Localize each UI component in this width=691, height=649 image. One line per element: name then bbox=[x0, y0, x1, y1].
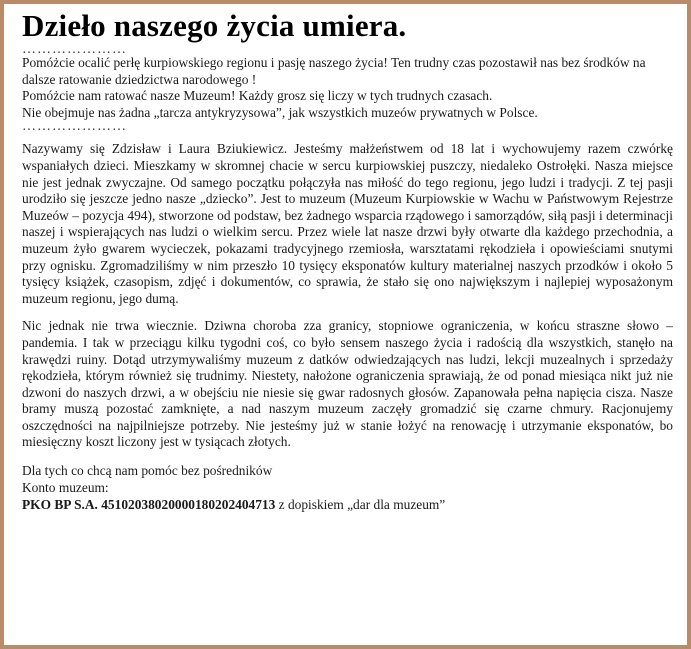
article-title: Dzieło naszego życia umiera. bbox=[22, 8, 407, 43]
donation-block bbox=[22, 462, 673, 513]
separator-top: ………………… bbox=[22, 44, 127, 55]
appeal-line-3: Nie obejmuje nas żadna „tarcza antykryzysowa”, jak wszystkich muzeów prywatnych w Polsce. bbox=[22, 104, 538, 120]
separator-bottom: ………………… bbox=[22, 121, 127, 133]
account-number[interactable]: PKO BP S.A. 45102038020000180202404713 bbox=[22, 497, 276, 513]
account-line bbox=[22, 496, 673, 513]
story-paragraph-2: Nic jednak nie trwa wiecznie. Dziwna choroba zza granicy, stopniowe ograniczenia, w końcu straszne słowo – pandemia. I tak w przeciągu kilku tygodni coś, co było sensem naszego życia i radością dla wszystkich, stanęło na krawędzi ruiny. Dotąd utrzymywaliśmy muzeum z datków odwiedzających nas ludzi, lekcji muzealnych i sprzedaży rękodzieła, którym również się trudnimy. Niestety, nałożone ograniczenia sprawiają, że od ponad miesiąca nikt już nie dzwoni do naszych drzwi, a w obejściu nie niesie się gwar radosnych głosów. Zapanowała pełna napięcia cisza. Nasze bramy muszą pozostać zamknięte, a nad naszym muzeum zaczęły gromadzić się czarne chmury. Racjonujemy oszczędności na najpilniejsze potrzeby. Nie jesteśmy już w stanie łożyć na renowację i utrzymanie eksponatów, bo miesięczny koszt liczony jest w tysiącach złotych. bbox=[22, 318, 673, 450]
appeal-line-1: Pomóżcie ocalić perłę kurpiowskiego regionu i pasję naszego życia! Ten trudny czas pozostawił nas bez środków na dalsze ratowanie dziedzictwa narodowego ! bbox=[22, 55, 646, 87]
donation-intro: Dla tych co chcą nam pomóc bez pośredników bbox=[22, 463, 273, 479]
appeal-line-2: Pomóżcie nam ratować nasze Muzeum! Każdy grosz się liczy w tych trudnych czasach. bbox=[22, 88, 493, 104]
story-paragraph-1: Nazywamy się Zdzisław i Laura Bziukiewicz. Jesteśmy małżeństwem od 18 lat i wychowujemy razem czwórkę wspaniałych dzieci. Mieszkamy w skromnej chacie w sercu kurpiowskiej puszczy, niedaleko Ostrołęki. Nasza miejsce nie jest jednak zwyczajne. Od samego początku połączyła nas miłość do tego regionu, jego ludzi i tradycji. Z tej pasji urodziło się jeszcze jedno nasze „dziecko”. Jest to muzeum (Muzeum Kurpiowskie w Wachu w Państwowym Rejestrze Muzeów – pozycja 494), stworzone od podstaw, bez żadnego wsparcia rządowego i samorządów, siłą pasji i determinacji naszej i wspierających nas ludzi o wielkim sercu. Przez wiele lat nasze drzwi były otwarte dla każdego przechodnia, a muzeum żyło gwarem wycieczek, pokazami tradycyjnego rzemiosła, warsztatami rękodzieła i opowieściami snutymi przy ognisku. Zgromadziliśmy w nim przeszło 10 tysięcy eksponatów kultury materialnej naszych przodków i około 5 tysięcy książek, czasopism, zdjęć i dokumentów, co sprawia, że stało się ono największym i najlepiej wyposażonym muzeum regionu, jego dumą. bbox=[22, 141, 673, 306]
account-label: Konto muzeum: bbox=[22, 480, 109, 496]
appeal-block bbox=[22, 55, 673, 121]
account-note: z dopiskiem „dar dla muzeum” bbox=[275, 497, 446, 513]
